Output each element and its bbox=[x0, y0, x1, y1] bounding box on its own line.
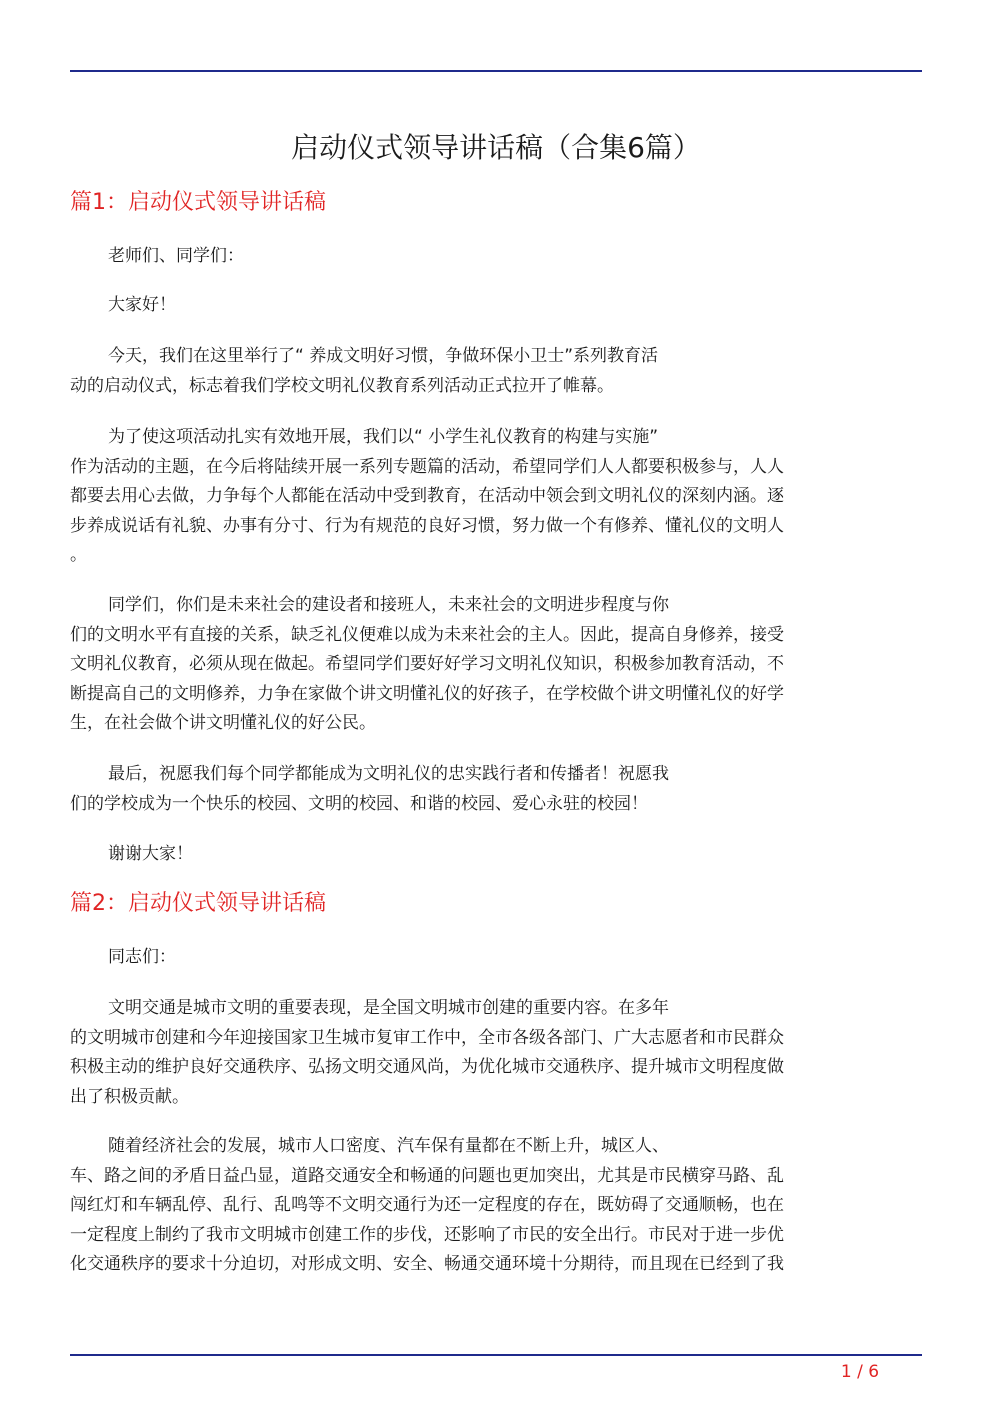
paragraph bbox=[70, 1132, 912, 1280]
page-number: 1 / 6 bbox=[840, 1362, 880, 1382]
text-line: 动的启动仪式，标志着我们学校文明礼仪教育系列活动正式拉开了帷幕。 bbox=[70, 375, 614, 396]
text-line: 一定程度上制约了我市文明城市创建工作的步伐，还影响了市民的安全出行。市民对于进一步优 bbox=[70, 1224, 784, 1245]
paragraph bbox=[70, 291, 912, 321]
text-line: 为了使这项活动扎实有效地开展，我们以“ 小学生礼仪教育的构建与实施” bbox=[108, 427, 659, 447]
text-line: 步养成说话有礼貌、办事有分寸、行为有规范的良好习惯，努力做一个有修养、懂礼仪的文明人 bbox=[70, 515, 784, 536]
header-rule bbox=[70, 70, 922, 72]
paragraph bbox=[70, 994, 912, 1112]
section-heading-2: 篇2：启动仪式领导讲话稿 bbox=[70, 891, 326, 916]
paragraph bbox=[70, 760, 912, 819]
paragraph bbox=[70, 242, 912, 272]
text-line: 们的文明水平有直接的关系，缺乏礼仪便难以成为未来社会的主人。因此，提高自身修养，接受 bbox=[70, 624, 784, 645]
paragraph bbox=[70, 342, 912, 401]
text-line: 断提高自己的文明修养，力争在家做个讲文明懂礼仪的好孩子，在学校做个讲文明懂礼仪的好学 bbox=[70, 683, 784, 704]
paragraph bbox=[70, 423, 912, 571]
text-line: 随着经济社会的发展，城市人口密度、汽车保有量都在不断上升，城区人、 bbox=[108, 1136, 669, 1156]
text-line: 出了积极贡献。 bbox=[70, 1086, 189, 1107]
text-line: 谢谢大家！ bbox=[108, 844, 193, 864]
paragraph bbox=[70, 840, 912, 870]
text-line: 同志们： bbox=[108, 947, 176, 967]
text-line: 老师们、同学们： bbox=[108, 246, 244, 266]
text-line: 最后，祝愿我们每个同学都能成为文明礼仪的忠实践行者和传播者！祝愿我 bbox=[108, 764, 669, 784]
paragraph bbox=[70, 943, 912, 973]
text-line: 们的学校成为一个快乐的校园、文明的校园、和谐的校园、爱心永驻的校园！ bbox=[70, 793, 648, 814]
text-line: 化交通秩序的要求十分迫切，对形成文明、安全、畅通交通环境十分期待，而且现在已经到了我 bbox=[70, 1254, 784, 1274]
text-line: 今天，我们在这里举行了“ 养成文明好习惯，争做环保小卫士”系列教育活 bbox=[108, 346, 659, 366]
text-line: 大家好！ bbox=[108, 295, 176, 315]
section-heading-1: 篇1：启动仪式领导讲话稿 bbox=[70, 190, 326, 215]
paragraph bbox=[70, 591, 912, 739]
footer-rule bbox=[70, 1354, 922, 1356]
text-line: 作为活动的主题，在今后将陆续开展一系列专题篇的活动，希望同学们人人都要积极参与，人人 bbox=[70, 456, 784, 477]
text-line: 文明交通是城市文明的重要表现，是全国文明城市创建的重要内容。在多年 bbox=[108, 998, 669, 1018]
text-line: 闯红灯和车辆乱停、乱行、乱鸣等不文明交通行为还一定程度的存在，既妨碍了交通顺畅，也在 bbox=[70, 1195, 784, 1215]
text-line: 都要去用心去做，力争每个人都能在活动中受到教育，在活动中领会到文明礼仪的深刻内涵。逐 bbox=[70, 486, 784, 506]
text-line: 的文明城市创建和今年迎接国家卫生城市复审工作中，全市各级各部门、广大志愿者和市民群众 bbox=[70, 1027, 784, 1048]
document-title: 启动仪式领导讲话稿（合集6篇） bbox=[291, 131, 701, 164]
text-line: 车、路之间的矛盾日益凸显，道路交通安全和畅通的问题也更加突出，尤其是市民横穿马路、乱 bbox=[70, 1165, 784, 1186]
text-line: 同学们，你们是未来社会的建设者和接班人，未来社会的文明进步程度与你 bbox=[108, 595, 669, 615]
text-line: 生，在社会做个讲文明懂礼仪的好公民。 bbox=[70, 713, 376, 733]
text-line: 。 bbox=[70, 545, 87, 565]
text-line: 积极主动的维护良好交通秩序、弘扬文明交通风尚，为优化城市交通秩序、提升城市文明程度做 bbox=[70, 1057, 784, 1077]
text-line: 文明礼仪教育，必须从现在做起。希望同学们要好好学习文明礼仪知识，积极参加教育活动，不 bbox=[70, 654, 784, 674]
